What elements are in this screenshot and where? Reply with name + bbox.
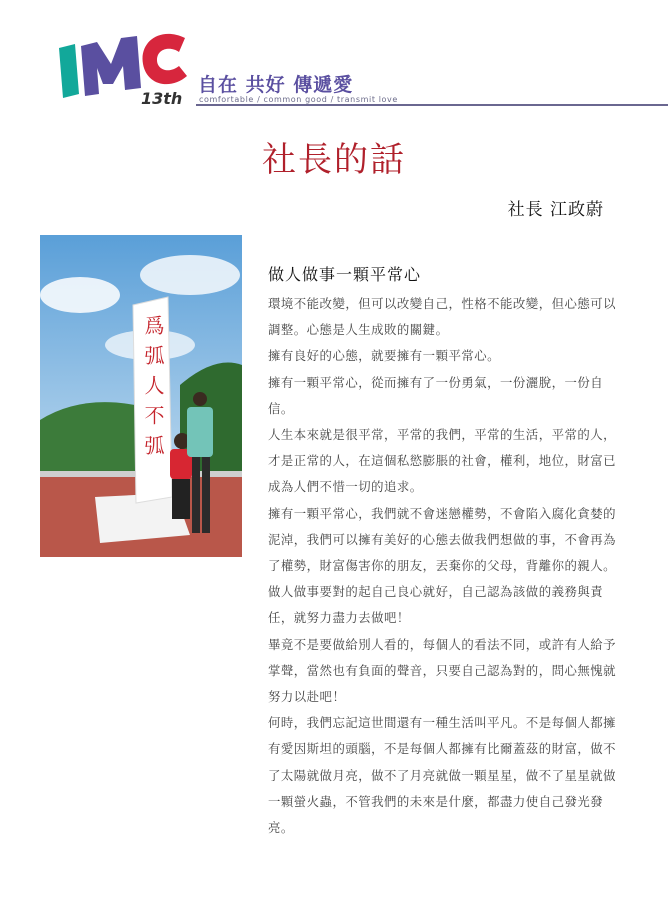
article-paragraph: 畢竟不是要做給別人看的，每個人的看法不同，或許有人給予掌聲，當然也有負面的聲音，只要自己認為對的，問心無愧就努力以赴吧！ <box>268 636 617 705</box>
article-paragraph: 何時，我們忘記這世間還有一種生活叫平凡。不是每個人都擁有愛因斯坦的頭腦，不是每個人都擁有比爾蓋茲的財富，做不了太陽就做月亮，做不了月亮就做一顆星星，做不了星星就做一顆螢火蟲，不管我們的未來是什麼，都盡力使自己發光發亮。 <box>268 715 617 836</box>
article-paragraph: 擁有良好的心態，就要擁有一顆平常心。 <box>268 348 501 364</box>
tagline: 自在 共好 傳遞愛 <box>198 74 354 96</box>
article-paragraph: 環境不能改變，但可以改變自己，性格不能改變，但心態可以調整。心態是人生成敗的關鍵。 <box>268 296 617 338</box>
article-paragraph: 擁有一顆平常心，從而擁有了一份勇氣，一份灑脫，一份自信。 <box>268 374 604 416</box>
monument-text: 爲弧人不弧 <box>141 315 165 465</box>
article-paragraph: 做人做事要對的起自己良心就好，自己認為該做的義務與責任，就努力盡力去做吧！ <box>268 584 604 626</box>
photo <box>40 235 242 557</box>
logo-edition: 13th <box>141 89 183 108</box>
page-header <box>0 0 668 110</box>
author-name: 社長 江政蔚 <box>507 200 604 220</box>
page-title: 社長的話 <box>262 140 406 180</box>
article-paragraph: 擁有一顆平常心，我們就不會迷戀權勢，不會陷入腐化貪婪的泥淖，我們可以擁有美好的心態去做我們想做的事，不會再為了權勢，財富傷害你的朋友，丟棄你的父母，背離你的親人。 <box>268 505 617 574</box>
tagline-sub: comfortable / common good / transmit love <box>199 95 398 104</box>
header-rule <box>196 104 668 106</box>
imc-logo <box>55 28 190 108</box>
article-heading: 做人做事一顆平常心 <box>268 265 422 284</box>
article <box>268 262 618 841</box>
article-paragraph: 人生本來就是很平常，平常的我們，平常的生活，平常的人，才是正常的人，在這個私慾膨脹的社會，權利，地位，財富已成為人們不惜一切的追求。 <box>268 427 617 495</box>
